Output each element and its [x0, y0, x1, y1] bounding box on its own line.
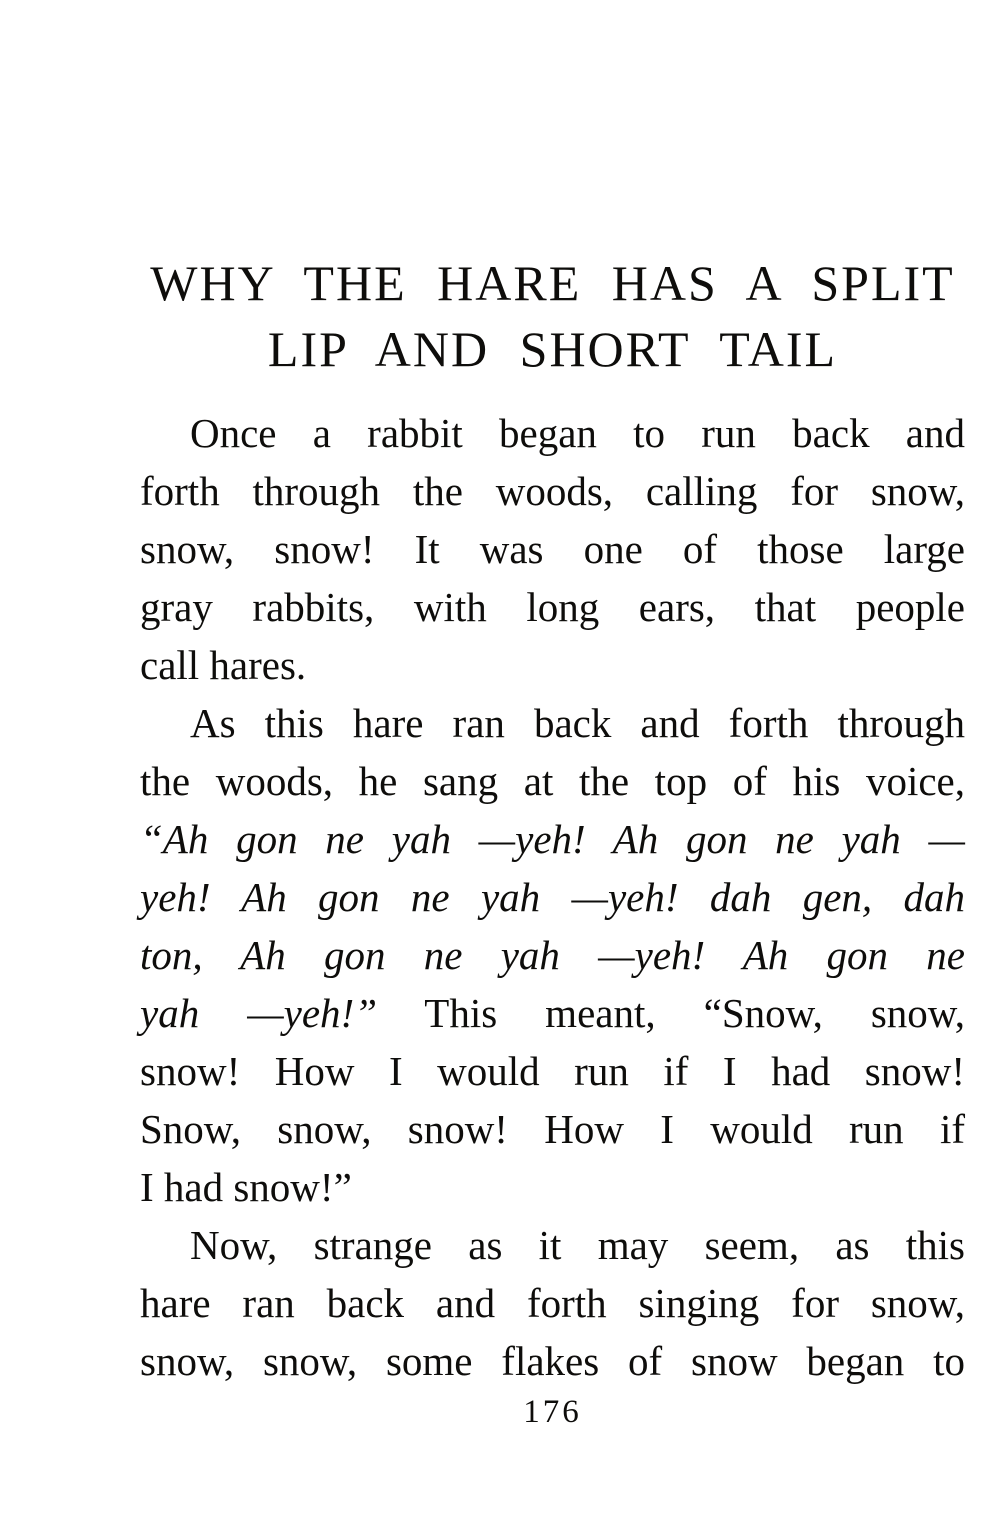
line-text: Now, strange as it may seem, as this — [190, 1222, 965, 1268]
chapter-title-line-2: LIP AND SHORT TAIL — [267, 321, 838, 377]
text-line — [140, 520, 965, 578]
story-text — [140, 404, 965, 1390]
text-line-native-song — [140, 868, 965, 926]
text-line — [140, 462, 965, 520]
line-text: This meant, “Snow, snow, — [377, 990, 965, 1036]
line-text: snow, snow! It was one of those large — [140, 526, 965, 572]
chapter-title-line-1: WHY THE HARE HAS A SPLIT — [150, 255, 955, 311]
text-line — [140, 636, 965, 694]
line-text: Snow, snow, snow! How I would run if — [140, 1106, 965, 1152]
text-line — [140, 752, 965, 810]
line-text: forth through the woods, calling for snow, — [140, 468, 965, 514]
line-text: snow! How I would run if I had snow! — [140, 1048, 965, 1094]
line-text: hare ran back and forth singing for snow, — [140, 1280, 965, 1326]
line-text: the woods, he sang at the top of his voice, — [140, 758, 965, 804]
line-text: As this hare ran back and forth through — [190, 700, 965, 746]
page-number: 176 — [523, 1394, 582, 1430]
text-line-native-song — [140, 810, 965, 868]
text-line — [140, 1216, 965, 1274]
text-line — [140, 1332, 965, 1390]
line-text-italic: “Ah gon ne yah —yeh! Ah gon ne yah — — [140, 816, 965, 862]
text-line — [140, 694, 965, 752]
text-line-mixed — [140, 984, 965, 1042]
text-line-native-song — [140, 926, 965, 984]
text-line — [140, 1158, 965, 1216]
text-line — [140, 404, 965, 462]
line-text: I had snow!” — [140, 1164, 352, 1210]
line-text-italic: yah —yeh!” — [140, 990, 378, 1036]
line-text: Once a rabbit began to run back and — [190, 410, 965, 456]
text-line — [140, 578, 965, 636]
text-line — [140, 1100, 965, 1158]
line-text: call hares. — [140, 642, 307, 688]
line-text-italic: yeh! Ah gon ne yah —yeh! dah gen, dah — [140, 874, 965, 920]
text-line — [140, 1274, 965, 1332]
chapter-title — [140, 250, 965, 382]
text-block — [140, 250, 965, 1432]
line-text: gray rabbits, with long ears, that people — [140, 584, 965, 630]
line-text-italic: ton, Ah gon ne yah —yeh! Ah gon ne — [140, 932, 965, 978]
text-line — [140, 1042, 965, 1100]
line-text: snow, snow, some flakes of snow began to — [140, 1338, 965, 1384]
